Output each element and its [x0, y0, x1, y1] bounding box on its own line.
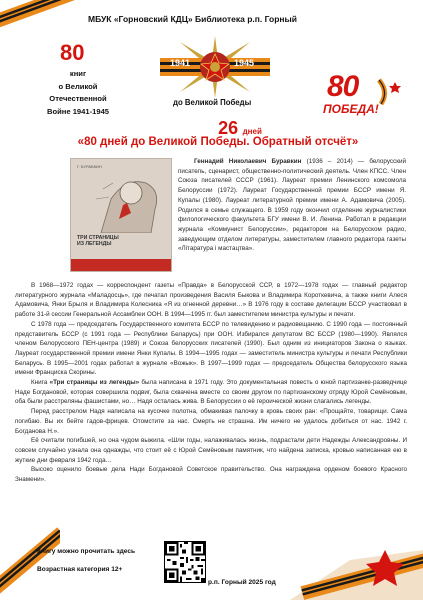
main-article	[15, 281, 407, 485]
header-organization-line: МБУК «Горновский КДЦ» Библиотека р.п. Горный	[88, 14, 298, 24]
ribbon-top-left-decoration	[0, 0, 90, 40]
emblem-caption: до Великой Победы	[173, 98, 252, 107]
book-title-line: ИЗ ЛЕГЕНДЫ	[77, 241, 112, 248]
book-author: Г. БУРАВКИН	[77, 164, 102, 169]
logo-number: 80	[327, 70, 359, 103]
book-title	[77, 235, 119, 248]
age-rating: Возрастная категория 12+	[37, 566, 123, 573]
days-number: 26	[218, 118, 239, 138]
book-red-stripe	[71, 259, 171, 271]
left-caption-line: Отечественной	[49, 94, 107, 103]
article-paragraph: Её считали погибшей, но она чудом выжила. «Шли годы, налаживалась жизнь, подрастали дети Надежды Александровны. И совсем случайно узнала она однажды, что стоит её с Юрой Семёновым памятник, что найдена записка, кровью написанная ею в жуткие дни февраля 1942 года…	[15, 437, 407, 464]
author-name: Геннадий Николаевич Буравкин	[194, 158, 302, 165]
article-paragraph: В 1968—1972 годах — корреспондент газеты «Правда» в Белорусской ССР, в 1972—1978 годах — главный редактор литературного журнала «Маладосць», где печатал произведения Василя Быкова и Владимира Короткевича, а также книги Алеся Адамовича, Янки Брыля и Владимира Колесника «Я из огненной деревни…» В 1976 году в составе делегации БССР участвовал в работе 31-й сессии Генеральной Ассамблеи ООН. В 1994—1995 гг. был заместителем министра культуры и печати.	[15, 282, 407, 319]
p3-lead: Книга	[31, 379, 50, 387]
bio-paragraph	[178, 157, 406, 254]
ribbon-bottom-right-decoration	[290, 520, 423, 600]
left-caption-line: о Великой	[58, 81, 98, 91]
article-paragraph	[15, 378, 407, 407]
article-paragraph: Перед расстрелом Надя написала на кусочке полотна, обмакивая палочку в кровь своих ран: «Прощайте, товарищи. Сама погибаю. Вы их бейте гадов-фрицев. Отомстите за нас. Смерть не страшна. Им ничего не удалось добиться от нас. 1942 г. Богданова Н.».	[15, 408, 407, 435]
author-bio	[178, 157, 406, 254]
logo-text: ПОБЕДА!	[323, 102, 379, 116]
left-column-caption	[42, 68, 114, 118]
left-caption-line: книг	[69, 69, 87, 78]
event-title: «80 дней до Великой Победы. Обратный отсчёт»	[77, 136, 359, 148]
bio-text: (1936 – 2014) — белорусский писатель, сценарист, общественно-политический деятель. Член КПСС. Член Союза писателей СССР (1961). Лауреат премии Ленинского комсомола Белоруссии (1972). Лауреат Государственной премии БССР имени Я. Купалы (1980). Лауреат литературной премии имени А. Адамовича (2005). Родился в семье служащего. В 1959 году окончил отделение журналистики филологического факультета БГУ имени В. И. Ленина. Работал в редакции журнала «Коммунист Белоруссии», редактором на Белорусском радио, заведующим отделом литературы, заместителем главного редактора газеты «Літаратура і мастацтва».	[178, 158, 406, 253]
ribbon-bottom-left-decoration	[0, 520, 60, 600]
p3-rest: была написана в 1971 году. Это документальная повесть о юной партизанке-разведчице Наде Богдановой, которая совершила подвиг, была схвачена вместе со своим другом по партизанскому отряду Юрой Семёновым, оба были расстреляны фашистами, но… Надя осталась жива. В Белоруссии о её героической жизни слагались легенды.	[15, 379, 407, 406]
days-unit: дней	[242, 127, 262, 136]
emblem-year-right: 1945	[234, 58, 255, 68]
book-cover-image	[70, 158, 172, 272]
logo-ribbon-icon	[375, 78, 401, 106]
article-paragraph: Высоко оценило боевые дела Нади Богдановой Советское правительство. Она награждена орденом боевого Красного Знамени».	[15, 466, 407, 484]
emblem-year-left: 1941	[170, 58, 191, 68]
qr-code-icon[interactable]	[164, 541, 206, 583]
left-caption-line: Войне 1941-1945	[46, 106, 110, 116]
victory-80-logo	[323, 72, 413, 132]
article-paragraph: С 1978 года — председатель Государственного комитета БССР по телевидению и радиовещанию. С 1990 года — постоянный представитель БССР (с 1991 года — Республики Беларусь) при ООН. Избирался депутатом ВС БССР (1980—1990). Являлся членом Белорусского ПЕН-центра (1989) и Союза белорусских писателей (1990). Был одним из инициаторов Закона о языках. Лауреат государственной премии имени Янки Купалы. В 1994—1995 годах — заместитель министра культуры и печати Республики Беларусь. В 1995—2001 годах работал в журнале «Вожык». В 1997—1999 годах — председатель Общества белорусского языка имени Франциска Скорины.	[15, 320, 407, 377]
read-here-caption: Книгу можно прочитать здесь	[37, 548, 136, 555]
book-title-line: ТРИ СТРАНИЦЫ	[77, 235, 119, 241]
big-80-number: 80	[60, 40, 85, 65]
place-and-year: р.п. Горный 2025 год	[208, 579, 276, 586]
book-title-inline: «Три страницы из легенды»	[49, 379, 140, 387]
book-illustration	[91, 169, 166, 233]
